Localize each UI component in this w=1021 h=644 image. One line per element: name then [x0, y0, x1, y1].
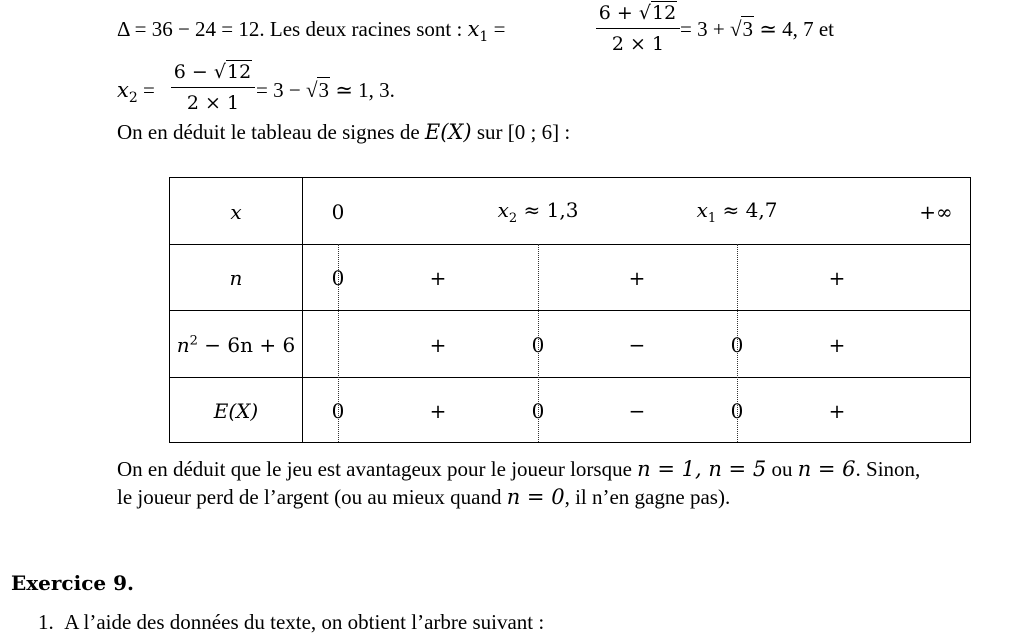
x2-fraction: 6 − √12 2 × 1	[171, 61, 255, 114]
ex-row-sign: +	[429, 399, 447, 423]
poly-row-sign: +	[429, 333, 447, 357]
list-item	[38, 612, 544, 633]
ex-row-sign: −	[628, 399, 646, 423]
x1-fraction: 6 + √12 2 × 1	[596, 2, 680, 55]
poly-row-zero: 0	[730, 333, 744, 357]
poly-row-zero: 0	[531, 333, 545, 357]
row-label-ex: E(X)	[213, 399, 259, 423]
n-row-sign: +	[628, 266, 646, 290]
poly-row-sign: −	[628, 333, 646, 357]
row-label-n: n	[229, 266, 243, 290]
x2-line: $x_2$ =	[117, 78, 155, 107]
ex-row-zero: 0	[331, 399, 345, 423]
sign-table	[169, 177, 971, 443]
n-row-sign: +	[429, 266, 447, 290]
row-label-poly: $n^2 - 6n + 6$	[176, 333, 296, 357]
n-row-sign: +	[828, 266, 846, 290]
poly-row-sign: +	[828, 333, 846, 357]
x1-var: $x_1$	[467, 17, 489, 46]
conclusion-line-1: On en déduit que le jeu est avantageux pour le joueur lorsque n = 1, n = 5 ou n = 6. Sinon,	[117, 457, 921, 481]
exercise-heading: Exercice 9.	[11, 571, 134, 595]
x2-result: = 3 − √3 ≃ 1, 3.	[256, 78, 395, 102]
table-row-separator	[170, 244, 970, 245]
list-item-number: 1.	[38, 610, 54, 634]
delta-line: Δ = 36 − 24 = 12. Les deux racines sont : $x_1$ =	[117, 17, 506, 46]
list-item-text: A l’aide des données du texte, on obtient l’arbre suivant :	[64, 610, 545, 634]
intro-sentence: On en déduit le tableau de signes de E(X) sur [0 ; 6] :	[117, 120, 571, 144]
n-row-zero: 0	[331, 266, 345, 290]
x-row-x2: $x_2 \approx 1,3$	[497, 198, 579, 226]
ex-row-sign: +	[828, 399, 846, 423]
x-row-x1: $x_1 \approx 4,7$	[696, 198, 778, 226]
x-row-zero: 0	[331, 200, 345, 224]
x-row-infinity: +∞	[919, 200, 953, 224]
conclusion-line-2: le joueur perd de l’argent (ou au mieux quand n = 0, il n’en gagne pas).	[117, 485, 731, 509]
x1-result: = 3 + √3 ≃ 4, 7 et	[680, 17, 834, 41]
delta-text: Δ = 36 − 24 = 12. Les deux racines sont :	[117, 17, 468, 41]
table-row-separator	[170, 377, 970, 378]
table-row-separator	[170, 310, 970, 311]
row-label-x: x	[230, 200, 242, 224]
ex-row-zero: 0	[531, 399, 545, 423]
ex-row-zero: 0	[730, 399, 744, 423]
